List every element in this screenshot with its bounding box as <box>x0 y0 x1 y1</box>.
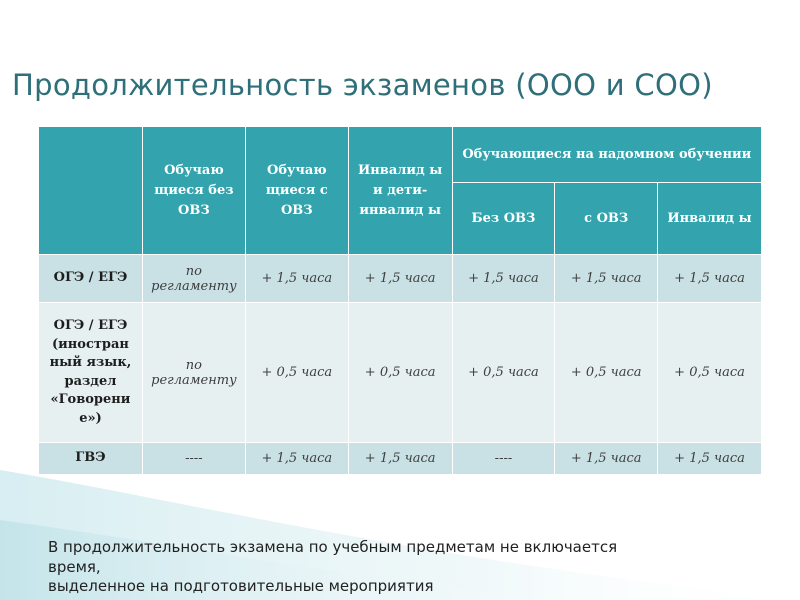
header-row-1 <box>39 127 762 183</box>
footnote-line: В продолжительность экзамена по учебным предметам не включается <box>48 538 618 556</box>
table-cell: + 1,5 часа <box>245 443 348 475</box>
page-title: Продолжительность экзаменов (ООО и СОО) <box>12 68 713 102</box>
table-cell: + 1,5 часа <box>245 255 348 303</box>
table-row <box>39 443 762 475</box>
table-cell: + 0,5 часа <box>245 303 348 443</box>
exam-duration-table <box>38 126 762 475</box>
table-cell: + 1,5 часа <box>555 255 658 303</box>
header-home-schooling: Обучающиеся на надомном обучении <box>452 127 761 183</box>
header-home-disabled: Инвалид ы <box>658 183 762 255</box>
table-cell: + 1,5 часа <box>555 443 658 475</box>
table-cell: + 0,5 часа <box>452 303 555 443</box>
footnote-line: выделенное на подготовительные мероприятия <box>48 577 434 595</box>
header-with-ovz: Обучаю щиеся с ОВЗ <box>245 127 348 255</box>
header-home-with-ovz: с ОВЗ <box>555 183 658 255</box>
table-row <box>39 303 762 443</box>
header-disabled: Инвалид ы и дети-инвалид ы <box>348 127 452 255</box>
header-home-no-ovz: Без ОВЗ <box>452 183 555 255</box>
table-cell: + 1,5 часа <box>452 255 555 303</box>
header-no-ovz: Обучаю щиеся без ОВЗ <box>142 127 245 255</box>
table-cell: + 1,5 часа <box>348 443 452 475</box>
row-label: ОГЭ / ЕГЭ <box>39 255 143 303</box>
table-cell: + 0,5 часа <box>348 303 452 443</box>
footnote <box>48 538 728 597</box>
row-label: ГВЭ <box>39 443 143 475</box>
table-cell: + 0,5 часа <box>555 303 658 443</box>
table-cell: + 1,5 часа <box>658 443 762 475</box>
table-cell: ---- <box>142 443 245 475</box>
table-row <box>39 255 762 303</box>
table-cell: по регламенту <box>142 255 245 303</box>
header-corner-cell <box>39 127 143 255</box>
footnote-line: время, <box>48 557 101 576</box>
table-cell: по регламенту <box>142 303 245 443</box>
table-cell: ---- <box>452 443 555 475</box>
table-cell: + 1,5 часа <box>658 255 762 303</box>
table-cell: + 0,5 часа <box>658 303 762 443</box>
table-cell: + 1,5 часа <box>348 255 452 303</box>
row-label: ОГЭ / ЕГЭ (иностран ный язык, раздел «Говорени е») <box>39 303 143 443</box>
